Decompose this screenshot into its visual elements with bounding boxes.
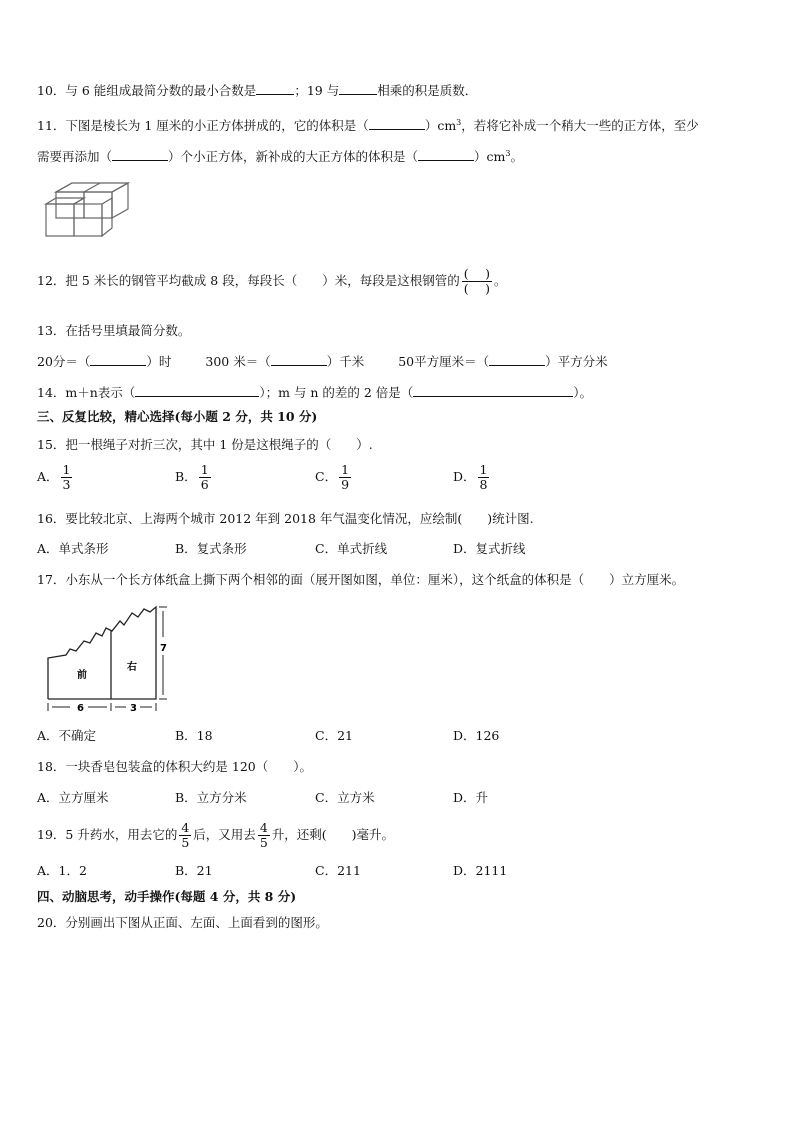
option-a[interactable]: A．单式条形	[37, 541, 109, 556]
section-3-heading: 三、反复比较，精心选择(每小题 2 分，共 10 分)	[37, 409, 318, 424]
cubes-figure	[42, 180, 132, 242]
answer-blank[interactable]	[271, 353, 327, 366]
answer-blank[interactable]	[369, 117, 425, 130]
question-13-title: 13．在括号里填最简分数。	[37, 323, 191, 338]
question-11-line-2: 需要再添加（ ）个小正方体，新补成的大正方体的体积是（ ）$cm^3$。	[37, 149, 523, 165]
option-a[interactable]: A． $\frac{1}{3}$	[37, 462, 71, 492]
answer-blank[interactable]	[413, 384, 573, 397]
blank-fraction[interactable]: $\frac{( )}{( )}$	[463, 266, 490, 296]
option-c[interactable]: C．21	[315, 728, 353, 743]
option-d[interactable]: D．2111	[453, 863, 508, 878]
question-20: 20．分别画出下图从正面、左面、上面看到的图形。	[37, 915, 328, 930]
option-c[interactable]: C．211	[315, 863, 361, 878]
answer-blank[interactable]	[489, 353, 545, 366]
question-16: 16．要比较北京、上海两个城市 2012 年到 2018 年气温变化情况，应绘制( )统计图.	[37, 511, 534, 526]
option-b[interactable]: B． $\frac{1}{6}$	[175, 462, 209, 492]
option-b[interactable]: B．复式条形	[175, 541, 247, 556]
option-c[interactable]: C． $\frac{1}{9}$	[315, 462, 350, 492]
answer-blank[interactable]	[418, 148, 474, 161]
question-15: 15．把一根绳子对折三次，其中 1 份是这根绳子的（ ）.	[37, 437, 373, 452]
option-b[interactable]: B．18	[175, 728, 213, 743]
option-d[interactable]: D．升	[453, 790, 489, 805]
width-label-6: 6	[77, 703, 84, 714]
right-face-label: 右	[127, 662, 137, 673]
answer-blank[interactable]	[112, 148, 168, 161]
section-4-heading: 四、动脑思考，动手操作(每题 4 分，共 8 分)	[37, 889, 297, 904]
answer-blank[interactable]	[135, 384, 259, 397]
question-14: 14．m＋n表示（ ）；m 与 n 的差的 2 倍是（ ）。	[37, 385, 593, 400]
option-c[interactable]: C．单式折线	[315, 541, 388, 556]
question-19: 19．5 升药水，用去它的 $\frac{4}{5}$ 后，又用去 $\frac{4}{5}$ 升，还剩( )毫升。	[37, 820, 395, 850]
answer-blank[interactable]	[339, 82, 377, 95]
height-label-7: 7	[160, 643, 167, 654]
question-11-line-1: 11．下图是棱长为 1 厘米的小正方体拼成的，它的体积是（ ）$cm^3$，若将它补成一个稍大一些的正方体，至少	[37, 118, 699, 134]
option-b[interactable]: B．立方分米	[175, 790, 247, 805]
question-18: 18．一块香皂包装盒的体积大约是 120（ ）。	[37, 759, 312, 774]
box-net-figure	[40, 603, 170, 715]
option-a[interactable]: A．立方厘米	[37, 790, 109, 805]
front-face-label: 前	[77, 670, 87, 681]
width-label-3: 3	[130, 703, 137, 714]
option-a[interactable]: A．不确定	[37, 728, 97, 743]
question-17: 17．小东从一个长方体纸盒上撕下两个相邻的面（展开图如图，单位：厘米），这个纸盒的体积是（ ）立方厘米。	[37, 572, 685, 587]
answer-blank[interactable]	[256, 82, 294, 95]
option-a[interactable]: A．1．2	[37, 863, 87, 878]
option-d[interactable]: D．126	[453, 728, 500, 743]
question-10: 10．与 6 能组成最简分数的最小合数是 ；19 与 相乘的积是质数．	[37, 83, 478, 98]
answer-blank[interactable]	[90, 353, 146, 366]
question-12: 12．把 5 米长的钢管平均截成 8 段，每段长（ ）米，每段是这根钢管的 $\frac{( )}{( )}$ 。	[37, 266, 507, 296]
question-13-items: 20分＝（ ）时 300 米＝（ ）千米 50平方厘米＝（ ）平方分米	[37, 354, 608, 369]
option-d[interactable]: D． $\frac{1}{8}$	[453, 462, 488, 492]
option-d[interactable]: D．复式折线	[453, 541, 526, 556]
option-b[interactable]: B．21	[175, 863, 213, 878]
option-c[interactable]: C．立方米	[315, 790, 375, 805]
